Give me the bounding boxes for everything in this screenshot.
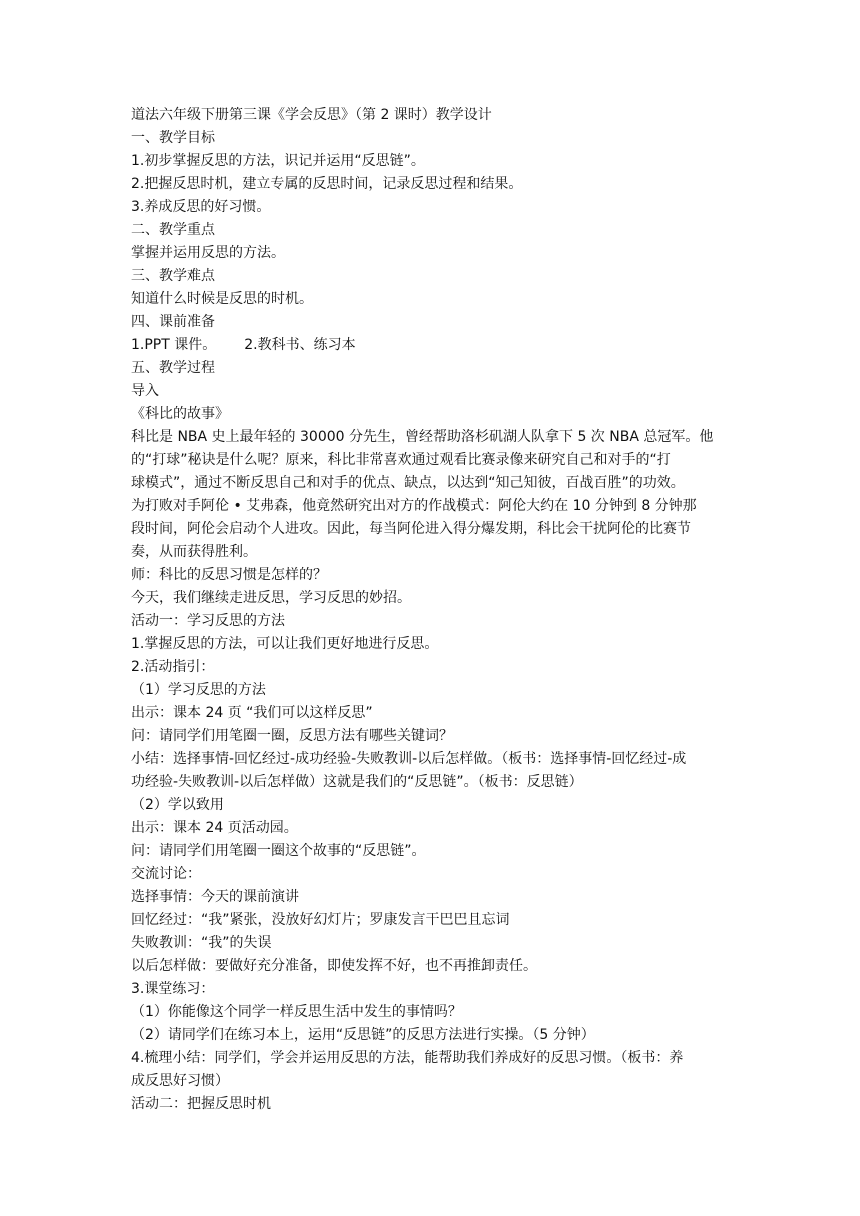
goal-item-1: 1.初步掌握反思的方法，识记并运用“反思链”。	[131, 153, 425, 169]
section-heading-process: 五、教学过程	[131, 360, 215, 376]
chain-future: 以后怎样做：要做好充分准备，即使发挥不好，也不再推卸责任。	[131, 958, 537, 974]
story-line-2: 的“打球”秘诀是什么呢？原来，科比非常喜欢通过观看比赛录像来研究自己和对手的“打	[131, 452, 671, 468]
activity-1-item-4-line-1: 4.梳理小结：同学们，学会并运用反思的方法，能帮助我们养成好的反思习惯。（板书：养	[131, 1050, 684, 1066]
today-intro: 今天，我们继续走进反思，学习反思的妙招。	[131, 590, 411, 606]
activity-1-sub-1: （1）学习反思的方法	[131, 682, 266, 698]
show-text-2: 出示：课本 24 页活动园。	[131, 820, 298, 836]
story-line-6: 奏，从而获得胜利。	[131, 544, 257, 560]
goal-item-3: 3.养成反思的好习惯。	[131, 199, 271, 215]
activity-1-item-4-line-2: 成反思好习惯）	[131, 1073, 229, 1089]
exercise-2: （2）请同学们在练习本上，运用“反思链”的反思方法进行实操。（5 分钟）	[131, 1027, 595, 1043]
preparation-line	[131, 334, 731, 357]
ask-text-2: 问：请同学们用笔圈一圈这个故事的“反思链”。	[131, 843, 426, 859]
story-line-5: 段时间，阿伦会启动个人进攻。因此，每当阿伦进入得分爆发期，科比会干扰阿伦的比赛节	[131, 521, 691, 537]
activity-2-heading: 活动二：把握反思时机	[131, 1096, 271, 1112]
show-text-1: 出示：课本 24 页 “我们可以这样反思”	[131, 705, 373, 721]
activity-1-item-3: 3.课堂练习：	[131, 981, 215, 997]
summary-line-2: 功经验-失败教训-以后怎样做）这就是我们的“反思链”。（板书：反思链）	[131, 774, 583, 790]
prep-item-2: 2.教科书、练习本	[244, 337, 356, 353]
activity-1-sub-2: （2）学以致用	[131, 797, 224, 813]
chain-lesson: 失败教训：“我”的失误	[131, 935, 272, 951]
ask-text-1: 问：请同学们用笔圈一圈，反思方法有哪些关键词？	[131, 728, 453, 744]
section-heading-key-points: 二、教学重点	[131, 222, 215, 238]
exercise-1: （1）你能像这个同学一样反思生活中发生的事情吗？	[131, 1004, 462, 1020]
chain-recall: 回忆经过：“我”紧张，没放好幻灯片；罗康发言干巴巴且忘词	[131, 912, 510, 928]
activity-1-heading: 活动一：学习反思的方法	[131, 613, 285, 629]
story-line-3: 球模式”，通过不断反思自己和对手的优点、缺点，以达到“知己知彼，百战百胜”的功效。	[131, 475, 685, 491]
activity-1-item-1: 1.掌握反思的方法，可以让我们更好地进行反思。	[131, 636, 439, 652]
chain-choose: 选择事情：今天的课前演讲	[131, 889, 299, 905]
teacher-question: 师：科比的反思习惯是怎样的？	[131, 567, 327, 583]
summary-line-1: 小结：选择事情-回忆经过-成功经验-失败教训-以后怎样做。（板书：选择事情-回忆经过-成	[131, 751, 687, 767]
difficulty-text: 知道什么时候是反思的时机。	[131, 291, 313, 307]
document-body	[131, 104, 731, 1116]
section-heading-preparation: 四、课前准备	[131, 314, 215, 330]
story-line-4: 为打败对手阿伦 • 艾弗森，他竟然研究出对方的作战模式：阿伦大约在 10 分钟到 8 分钟那	[131, 498, 697, 514]
activity-1-item-2: 2.活动指引：	[131, 659, 215, 675]
prep-item-1: 1.PPT 课件。	[131, 337, 217, 353]
story-line-1: 科比是 NBA 史上最年轻的 30000 分先生，曾经帮助洛杉矶湖人队拿下 5 次 NBA 总冠军。他	[131, 429, 714, 445]
story-title: 《科比的故事》	[131, 406, 229, 422]
section-heading-difficulty: 三、教学难点	[131, 268, 215, 284]
document-title: 道法六年级下册第三课《学会反思》（第 2 课时）教学设计	[131, 107, 492, 123]
goal-item-2: 2.把握反思时机，建立专属的反思时间，记录反思过程和结果。	[131, 176, 523, 192]
key-point-text: 掌握并运用反思的方法。	[131, 245, 285, 261]
discussion-label: 交流讨论：	[131, 866, 201, 882]
intro-label: 导入	[131, 383, 159, 399]
section-heading-goals: 一、教学目标	[131, 130, 215, 146]
